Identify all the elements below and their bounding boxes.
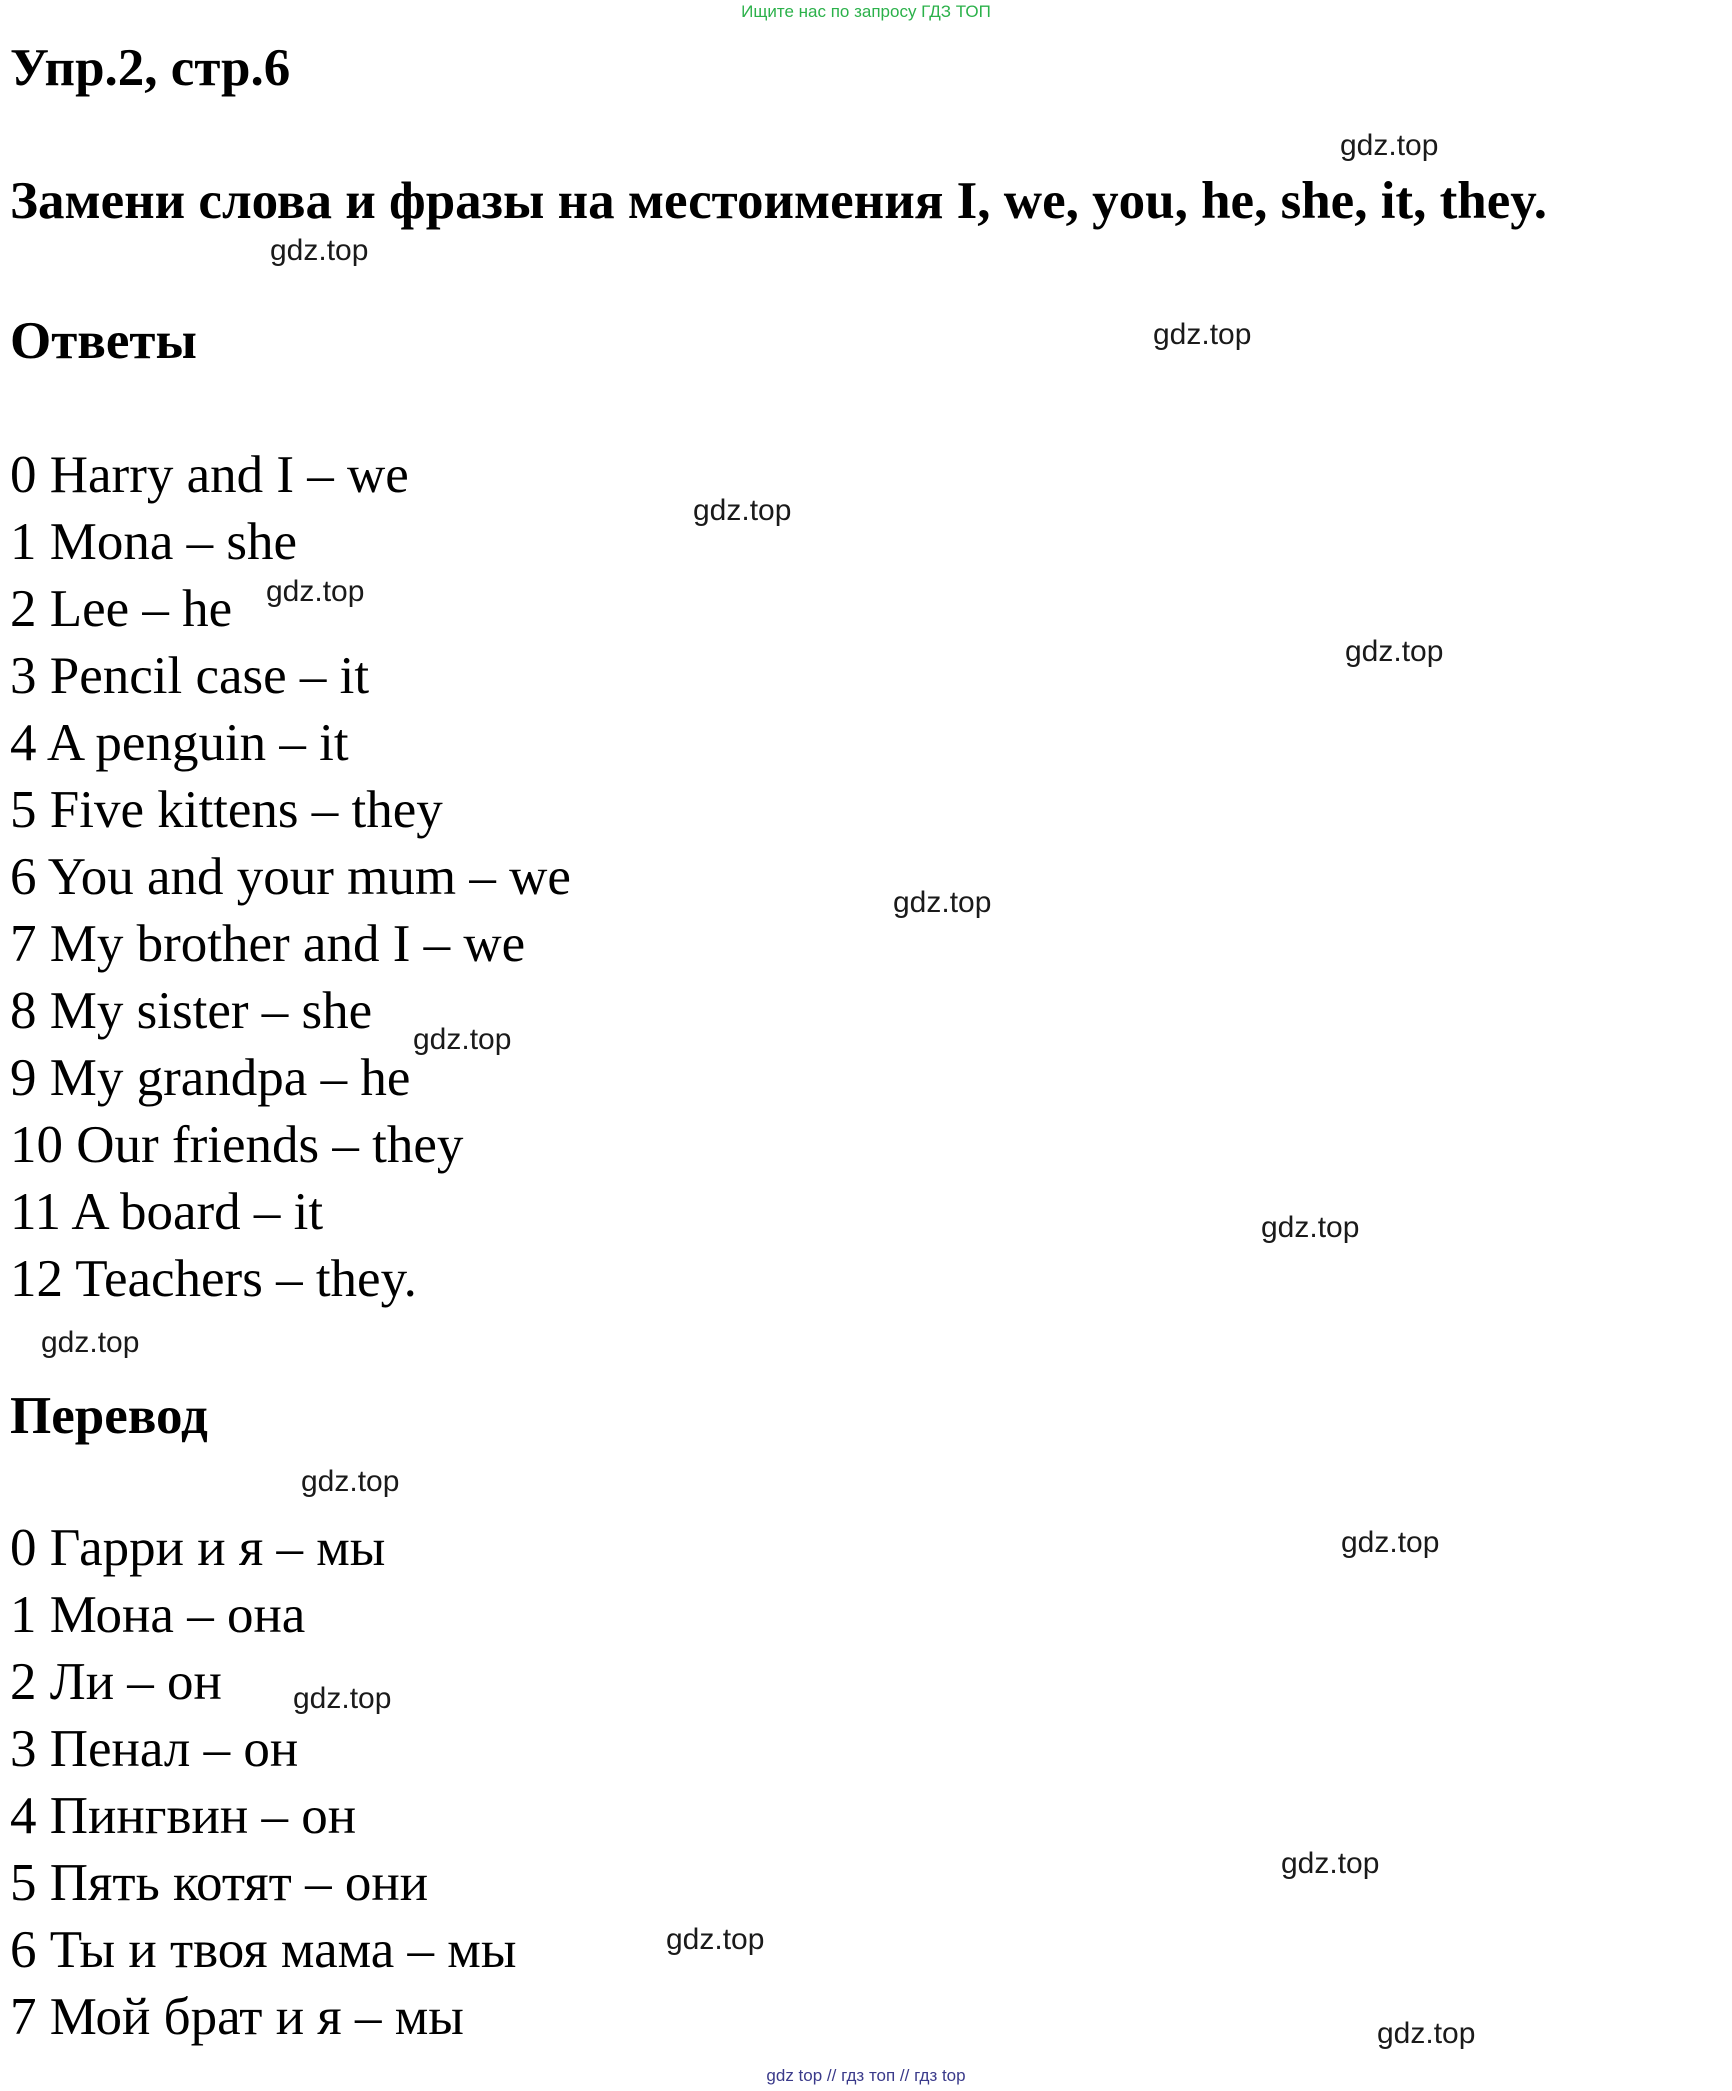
- watermark: gdz.top: [266, 575, 365, 608]
- list-item: 4 Пингвин – он: [10, 1787, 357, 1845]
- list-item: 1 Мона – она: [10, 1586, 306, 1644]
- list-item: 5 Пять котят – они: [10, 1854, 429, 1912]
- watermark: gdz.top: [1340, 129, 1439, 162]
- watermark: gdz.top: [413, 1023, 512, 1056]
- answers-list: [10, 442, 571, 1313]
- watermark: gdz.top: [41, 1326, 140, 1359]
- list-item: 4 A penguin – it: [10, 714, 349, 772]
- list-item: 9 My grandpa – he: [10, 1049, 411, 1107]
- list-item: 8 My sister – she: [10, 982, 373, 1040]
- watermark: gdz.top: [1377, 2017, 1476, 2050]
- list-item: 5 Five kittens – they: [10, 781, 443, 839]
- task-instruction: Замени слова и фразы на местоимения I, we, you, he, she, it, they.: [10, 172, 1548, 230]
- list-item: 0 Harry and I – we: [10, 446, 409, 504]
- watermark: gdz.top: [1341, 1526, 1440, 1559]
- watermark: gdz.top: [1281, 1847, 1380, 1880]
- translation-list: [10, 1515, 516, 2051]
- list-item: 0 Гарри и я – мы: [10, 1519, 386, 1577]
- watermark: gdz.top: [301, 1465, 400, 1498]
- top-search-note: Ищите нас по запросу ГДЗ ТОП: [741, 2, 991, 21]
- list-item: 6 Ты и твоя мама – мы: [10, 1921, 517, 1979]
- exercise-title: Упр.2, стр.6: [10, 39, 291, 97]
- list-item: 3 Pencil case – it: [10, 647, 370, 705]
- watermark: gdz.top: [693, 494, 792, 527]
- watermark: gdz.top: [1261, 1211, 1360, 1244]
- watermark: gdz.top: [893, 886, 992, 919]
- list-item: 2 Lee – he: [10, 580, 233, 638]
- watermark: gdz.top: [1345, 635, 1444, 668]
- list-item: 7 Мой брат и я – мы: [10, 1988, 464, 2046]
- list-item: 7 My brother and I – we: [10, 915, 526, 973]
- answers-heading: Ответы: [10, 312, 197, 370]
- list-item: 2 Ли – он: [10, 1653, 222, 1711]
- list-item: 3 Пенал – он: [10, 1720, 299, 1778]
- watermark: gdz.top: [666, 1923, 765, 1956]
- translation-heading: Перевод: [10, 1387, 208, 1445]
- list-item: 11 A board – it: [10, 1183, 324, 1241]
- watermark: gdz.top: [1153, 318, 1252, 351]
- list-item: 1 Mona – she: [10, 513, 298, 571]
- watermark: gdz.top: [293, 1682, 392, 1715]
- list-item: 10 Our friends – they: [10, 1116, 464, 1174]
- watermark: gdz.top: [270, 234, 369, 267]
- footer-note: gdz top // гдз топ // гдз top: [766, 2066, 966, 2085]
- list-item: 6 You and your mum – we: [10, 848, 571, 906]
- list-item: 12 Teachers – they.: [10, 1250, 417, 1308]
